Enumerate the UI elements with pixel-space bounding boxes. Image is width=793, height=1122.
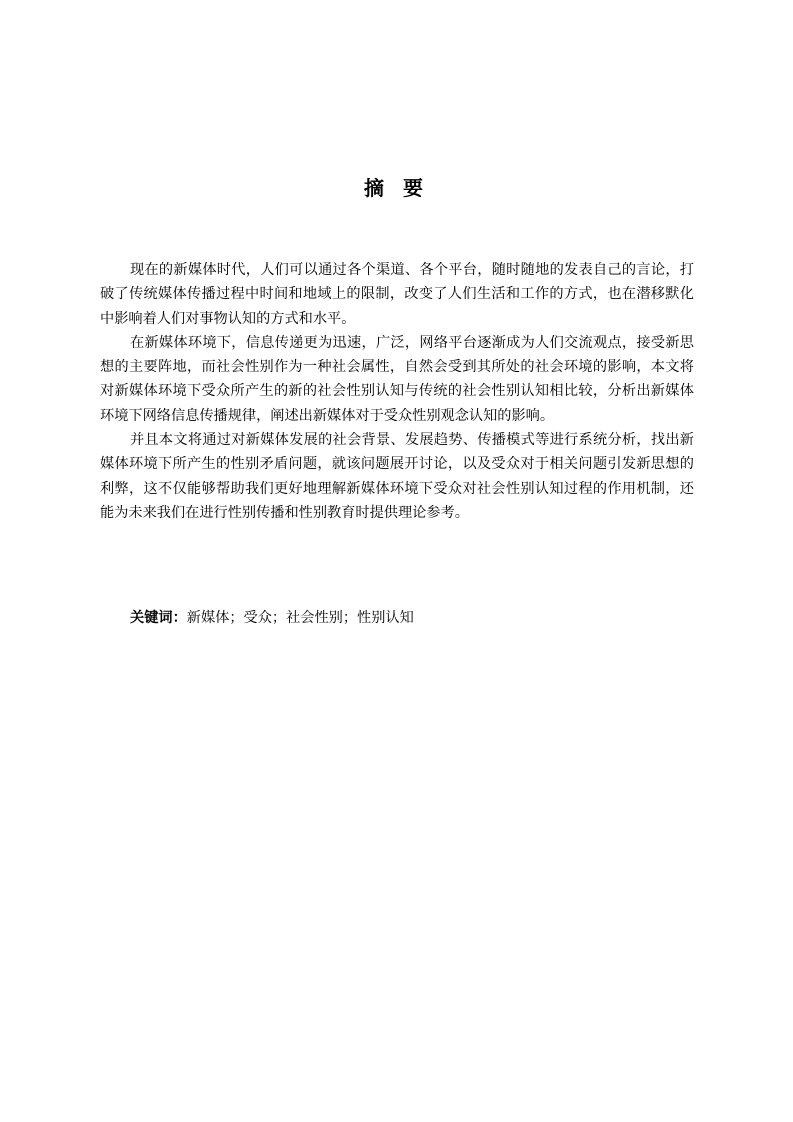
abstract-paragraph-2: 在新媒体环境下，信息传递更为迅速，广泛，网络平台逐渐成为人们交流观点，接受新思想的主要阵地，而社会性别作为一种社会属性，自然会受到其所处的社会环境的影响，本文将对新媒体环境下受众所产生的新的社会性别认知与传统的社会性别认知相比较，分析出新媒体环境下网络信息传播规律，阐述出新媒体对于受众性别观念认知的影响。	[100, 334, 694, 424]
abstract-paragraph-3: 并且本文将通过对新媒体发展的社会背景、发展趋势、传播模式等进行系统分析，找出新媒体环境下所产生的性别矛盾问题，就该问题展开讨论，以及受众对于相关问题引发新思想的利弊，这不仅能够帮助我们更好地理解新媒体环境下受众对社会性别认知过程的作用机制，还能为未来我们在进行性别传播和性别教育时提供理论参考。	[100, 432, 694, 521]
keywords-line	[130, 606, 690, 630]
abstract-body	[100, 258, 694, 525]
keywords-text: 新媒体；受众；社会性别；性别认知	[186, 610, 414, 626]
abstract-title: 摘 要	[364, 176, 429, 200]
abstract-paragraph-1: 现在的新媒体时代，人们可以通过各个渠道、各个平台，随时随地的发表自己的言论，打破了传统媒体传播过程中时间和地域上的限制，改变了人们生活和工作的方式，也在潜移默化中影响着人们对事物认知的方式和水平。	[100, 262, 694, 327]
keywords-label: 关键词：	[130, 610, 187, 626]
